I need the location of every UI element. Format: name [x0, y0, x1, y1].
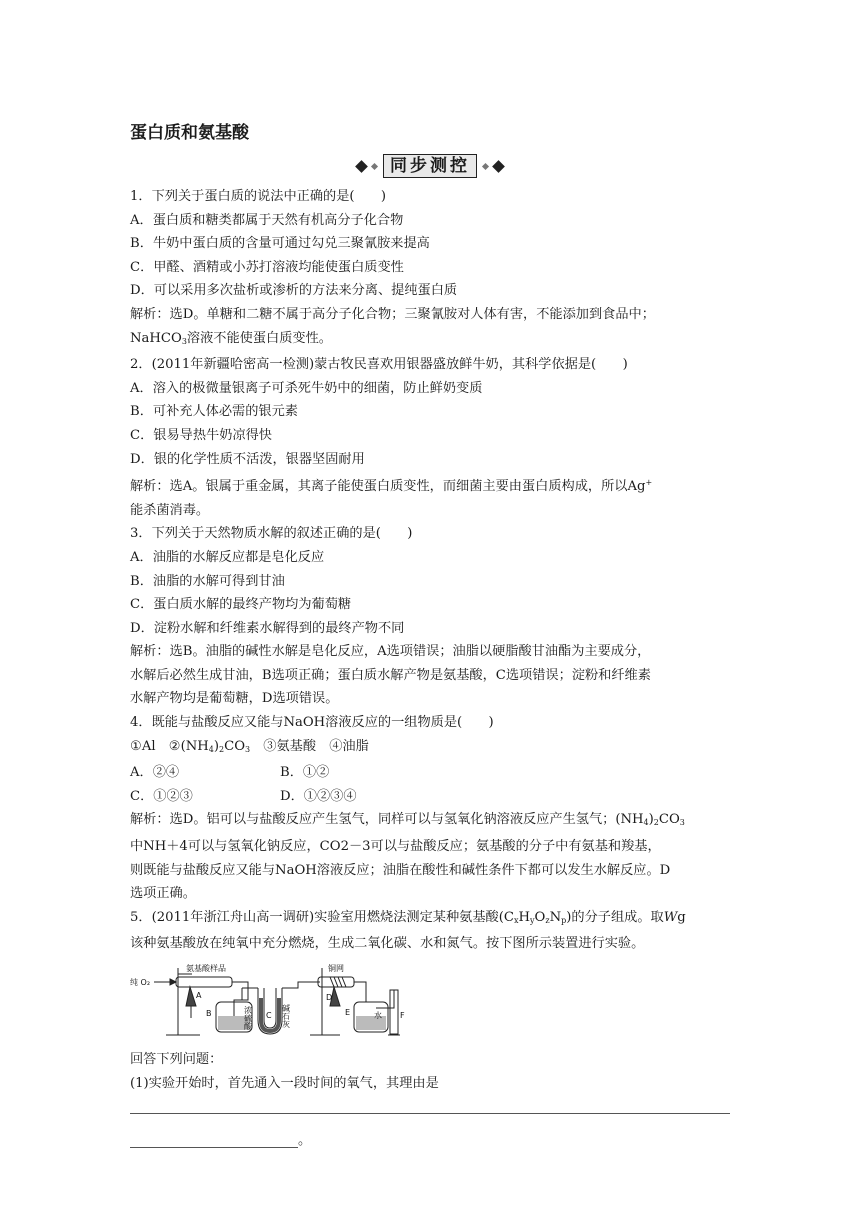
question-4-analysis-cont: 选项正确。: [130, 886, 196, 902]
question-4-option-b: B．①②: [280, 765, 330, 781]
question-2-option-b: B．可补充人体必需的银元素: [130, 404, 298, 420]
figure-label-f: F: [400, 1011, 405, 1020]
question-4-analysis-cont: 则既能与盐酸反应又能与NaOH溶液反应；油脂在酸性和碱性条件下都可以发生水解反应。D: [130, 862, 671, 878]
question-2-option-d: D．银的化学性质不活泼，银器坚固耐用: [130, 451, 365, 467]
question-1-analysis: 解析：选D。单糖和二糖不属于高分子化合物；三聚氰胺对人体有害，不能添加到食品中；: [130, 306, 655, 322]
question-5-prompt: 回答下列问题：: [130, 1052, 223, 1067]
question-2-option-a: A．溶入的极微量银离子可杀死牛奶中的细菌，防止鲜奶变质: [130, 380, 483, 396]
question-4-items: ①Al $②(NH_4)_2CO_3$ ③氨基酸 ④油脂: [130, 738, 369, 754]
question-4-stem: 4．既能与盐酸反应又能与NaOH溶液反应的一组物质是( ): [130, 715, 494, 731]
question-1-stem: 1．下列关于蛋白质的说法中正确的是( ): [130, 189, 387, 204]
question-1-option-c: C．甲醛、酒精或小苏打溶液均能使蛋白质变性: [130, 259, 404, 275]
diamond-icon: [492, 160, 505, 173]
question-5-stem-cont: 该种氨基酸放在纯氧中充分燃烧，生成二氧化碳、水和氮气。按下图所示装置进行实验。: [130, 936, 645, 952]
question-4-analysis: 解析：选D。铝可以与盐酸反应产生氢气，同样可以与氢氧化钠溶液反应产生氢气；$(NH_4)_2CO_3$: [130, 812, 685, 828]
question-1-option-b: B．牛奶中蛋白质的含量可通过勾兑三聚氰胺来提高: [130, 236, 430, 252]
question-3-stem: 3．下列关于天然物质水解的叙述正确的是( ): [130, 526, 413, 542]
question-4-options-row-1: [130, 761, 730, 785]
question-4-analysis-cont: 中NH＋4可以与氢氧化钠反应，CO2－3可以与盐酸反应；氨基酸的分子中有氨基和羧基，: [130, 839, 661, 855]
figure-label-a: A: [196, 991, 202, 1000]
question-2-option-c: C．银易导热牛奶凉得快: [130, 427, 272, 443]
question-1-option-d: D．可以采用多次盐析或渗析的方法来分离、提纯蛋白质: [130, 283, 458, 299]
question-2-stem: 2．(2011年新疆哈密高一检测)蒙古牧民喜欢用银器盛放鲜牛奶，其科学依据是( ): [130, 357, 628, 373]
question-3-option-c: C．蛋白质水解的最终产物均为葡萄糖: [130, 597, 352, 613]
question-1-option-a: A．蛋白质和糖类都属于天然有机高分子化合物: [130, 212, 404, 228]
section-banner: [130, 153, 730, 179]
question-3-option-b: B．油脂的水解可得到甘油: [130, 573, 285, 589]
figure-label-lime: 碱石灰: [281, 1004, 291, 1028]
question-3-option-d: D．淀粉水解和纤维素水解得到的最终产物不同: [130, 620, 405, 636]
figure-label-d: D: [326, 993, 333, 1002]
figure-label-c: C: [266, 1011, 272, 1020]
question-5-stem: 5．(2011年浙江舟山高一调研)实验室用燃烧法测定某种氨基酸$(C_xH_yO_zN_p)$的分子组成。取Wg: [130, 909, 686, 925]
figure-label-acid: 浓硫酸: [243, 1006, 253, 1030]
diamond-icon: [371, 162, 378, 169]
question-1-analysis-cont: NaHCO$_3$溶液不能使蛋白质变性。: [130, 330, 332, 346]
figure-label-sample: 氨基酸样品: [186, 964, 226, 973]
answer-blank-line[interactable]: [130, 1147, 298, 1148]
figure-label-o2: 纯 O₂: [130, 978, 151, 987]
question-3-analysis: 解析：选B。油脂的碱性水解是皂化反应，A选项错误；油脂以硬脂酸甘油酯为主要成分，: [130, 644, 651, 660]
question-2-analysis: 解析：选A。银属于重金属，其离子能使蛋白质变性，而细菌主要由蛋白质构成，所以Ag+: [130, 478, 653, 495]
question-4-option-d: D．①②③④: [280, 788, 357, 804]
question-5-subquestion-1: (1)实验开始时，首先通入一段时间的氧气，其理由是: [130, 1075, 439, 1091]
figure-label-net: 铜网: [328, 964, 344, 973]
banner-title: 同步测控: [383, 154, 477, 178]
question-4-options-row-2: [130, 785, 730, 809]
figure-label-e: E: [345, 1008, 351, 1017]
experiment-apparatus-figure: [130, 960, 405, 1040]
question-2-analysis-cont: 能杀菌消毒。: [130, 502, 210, 518]
figure-label-water: 水: [374, 1011, 382, 1020]
answer-end-mark: 。: [298, 1133, 312, 1149]
answer-blank-line[interactable]: [130, 1113, 730, 1114]
figure-label-b: B: [206, 1009, 212, 1018]
question-3-option-a: A．油脂的水解反应都是皂化反应: [130, 549, 325, 565]
question-4-option-a: A．②④: [130, 765, 180, 781]
diamond-icon: [482, 162, 489, 169]
question-3-analysis-cont: 水解产物均是葡萄糖，D选项错误。: [130, 691, 339, 707]
question-4-option-c: C．①②③: [130, 788, 193, 804]
question-3-analysis-cont: 水解后必然生成甘油，B选项正确；蛋白质水解产物是氨基酸，C选项错误；淀粉和纤维素: [130, 667, 651, 683]
document-page: [130, 118, 730, 1148]
page-title: 蛋白质和氨基酸: [130, 123, 249, 143]
diamond-icon: [355, 160, 368, 173]
